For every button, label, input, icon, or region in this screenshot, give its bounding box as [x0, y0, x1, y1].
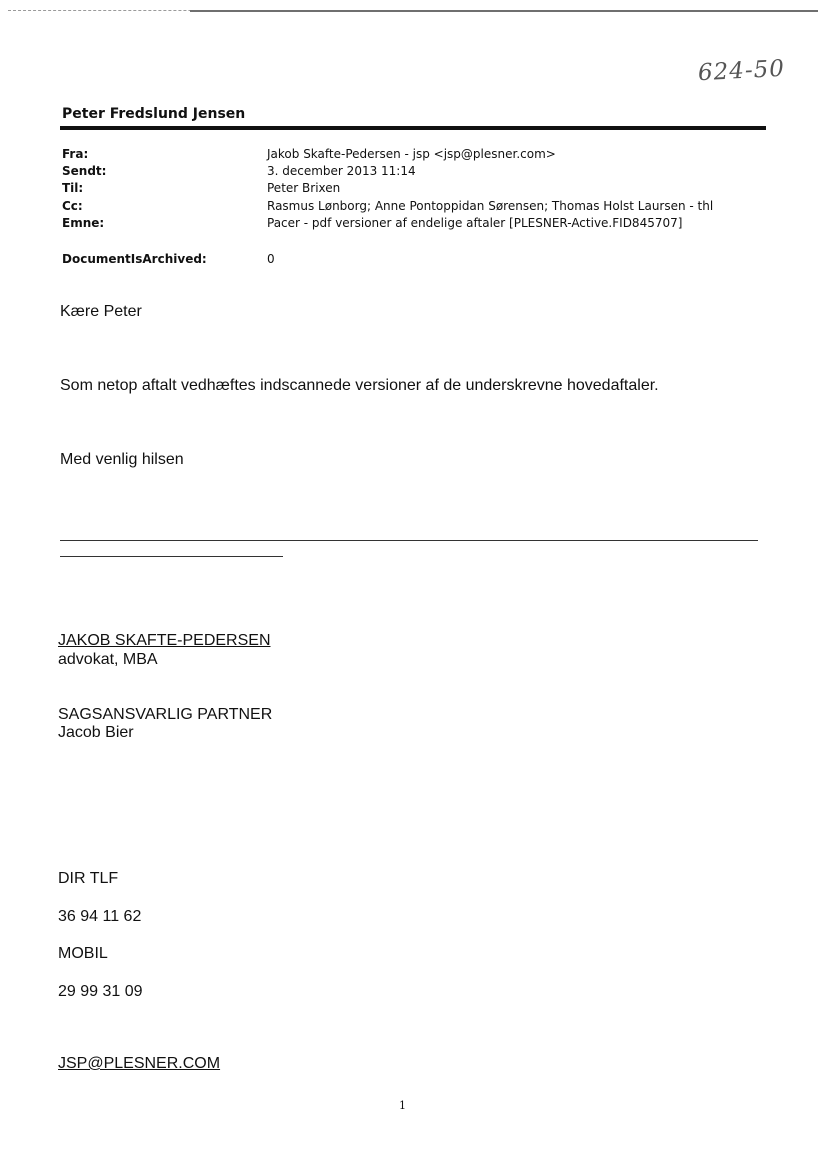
direct-phone: 36 94 11 62 — [58, 908, 142, 925]
body-paragraph: Som netop aftalt vedhæftes indscannede versioner af de underskrevne hovedaftaler. — [60, 377, 659, 394]
from-value: Jakob Skafte-Pedersen - jsp <jsp@plesner.com> — [267, 147, 556, 161]
to-label: Til: — [62, 181, 84, 195]
cc-label: Cc: — [62, 199, 83, 213]
signature-divider-short — [60, 556, 283, 557]
page-number: 1 — [399, 1099, 406, 1112]
greeting: Kære Peter — [60, 303, 142, 320]
partner-name: Jacob Bier — [58, 724, 134, 741]
closing: Med venlig hilsen — [60, 451, 184, 468]
signature-title: advokat, MBA — [58, 651, 158, 668]
mobile-phone: 29 99 31 09 — [58, 983, 143, 1000]
email-link[interactable]: JSP@PLESNER.COM — [58, 1055, 221, 1072]
sent-value: 3. december 2013 11:14 — [267, 164, 416, 178]
signature-divider — [60, 540, 758, 541]
signature-name[interactable]: JAKOB SKAFTE-PEDERSEN — [58, 632, 271, 649]
partner-label: SAGSANSVARLIG PARTNER — [58, 706, 273, 723]
header-rule — [60, 126, 766, 130]
archived-label: DocumentIsArchived: — [62, 252, 207, 266]
handwritten-annotation: 624-50 — [697, 55, 786, 87]
mobile-label: MOBIL — [58, 945, 108, 962]
scan-border-top-solid — [190, 10, 818, 12]
subject-label: Emne: — [62, 216, 105, 230]
subject-value: Pacer - pdf versioner af endelige aftaler [PLESNER-Active.FID845707] — [267, 216, 683, 230]
archived-value: 0 — [267, 252, 275, 266]
from-label: Fra: — [62, 147, 89, 161]
to-value: Peter Brixen — [267, 181, 341, 195]
direct-phone-label: DIR TLF — [58, 870, 119, 887]
mailbox-owner: Peter Fredslund Jensen — [62, 106, 246, 122]
cc-value: Rasmus Lønborg; Anne Pontoppidan Sørensen; Thomas Holst Laursen - thl — [267, 199, 714, 213]
sent-label: Sendt: — [62, 164, 107, 178]
